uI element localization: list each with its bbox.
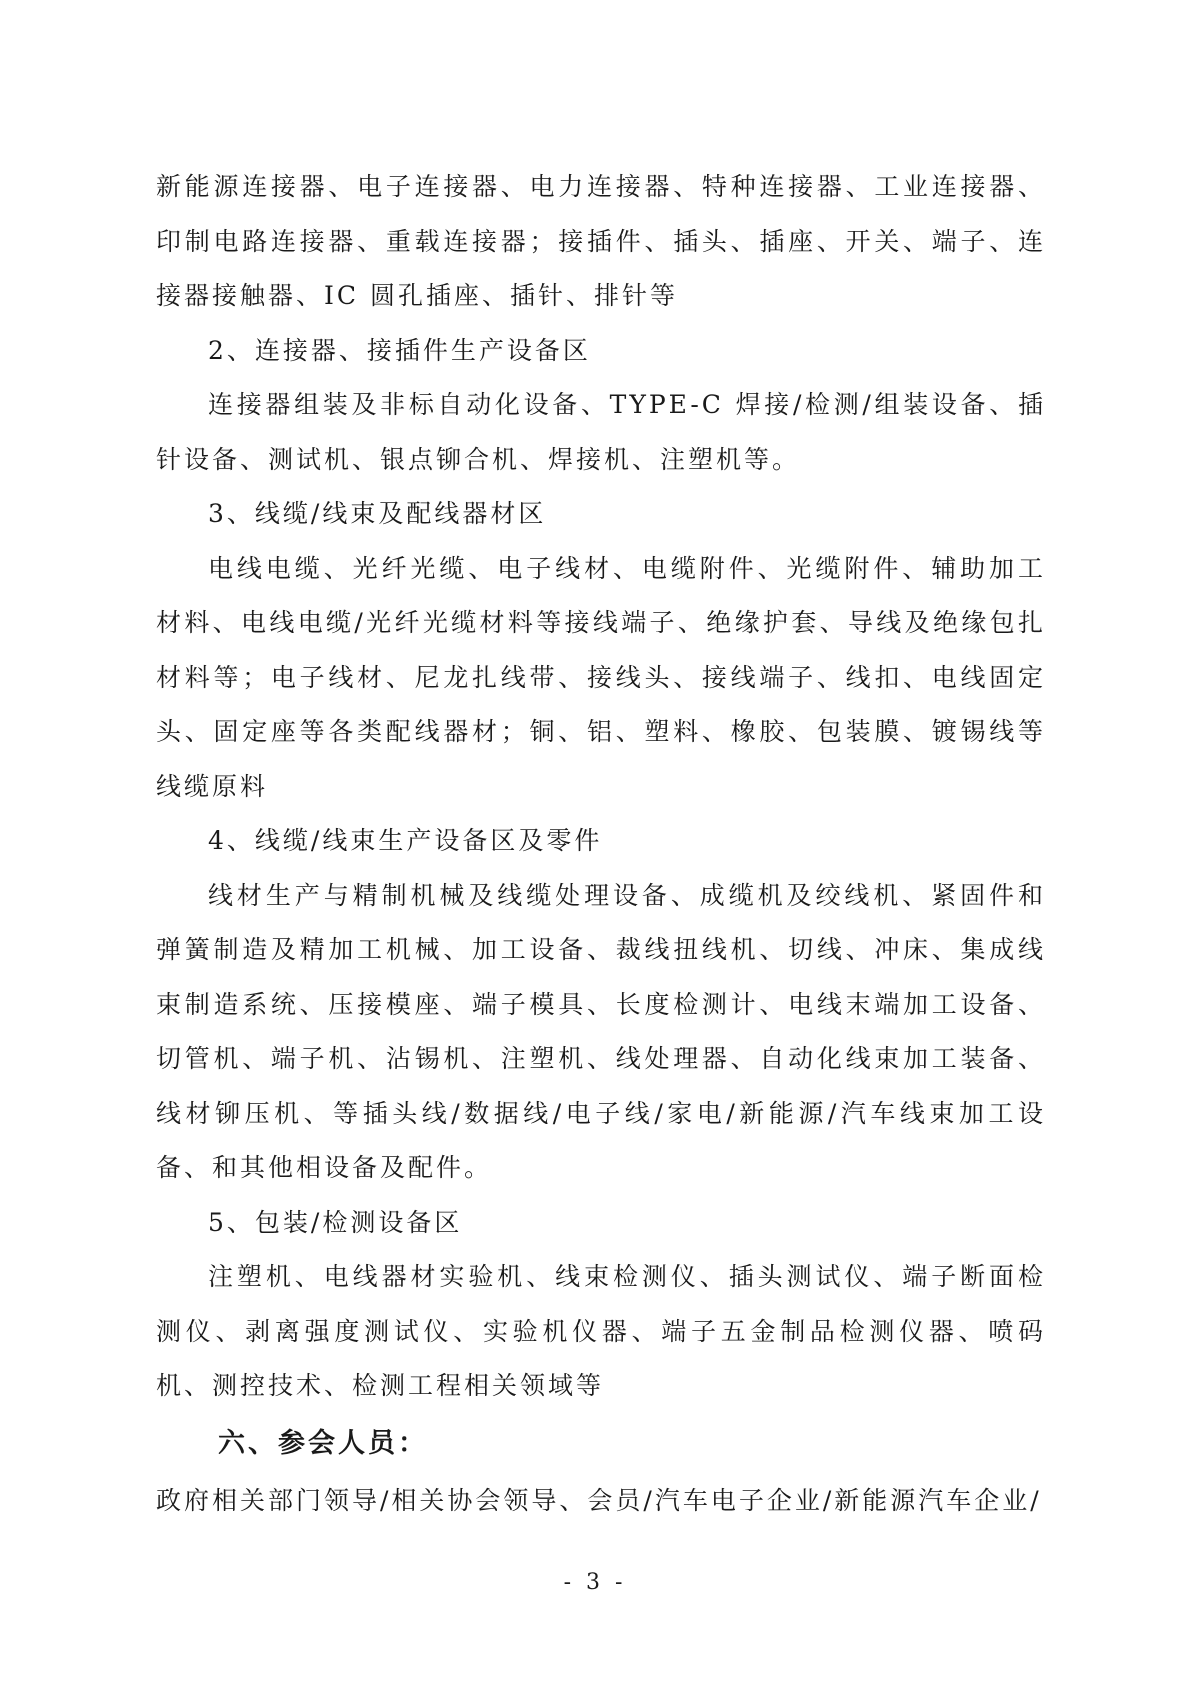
paragraph-cable-equipment: 线材生产与精制机械及线缆处理设备、成缆机及绞线机、紧固件和弹簧制造及精加工机械、加工设备、裁线扭线机、切线、冲床、集成线束制造系统、压接模座、端子模具、长度检测计、电线末端加工设备、切管机、端子机、沾锡机、注塑机、线处理器、自动化线束加工装备、线材铆压机、等插头线/数据线/电子线/家电/新能源/汽车线束加工设备、和其他相设备及配件。 [156, 880, 1046, 1182]
paragraph-cable-materials: 电线电缆、光纤光缆、电子线材、电缆附件、光缆附件、辅助加工材料、电线电缆/光纤光缆材料等接线端子、绝缘护套、导线及绝缘包扎材料等；电子线材、尼龙扎线带、接线头、接线端子、线扣、电线固定头、固定座等各类配线器材；铜、铝、塑料、橡胶、包装膜、镀锡线等线缆原料 [156, 553, 1046, 801]
heading-connector-equipment: 2、连接器、接插件生产设备区 [208, 335, 591, 365]
paragraph-attendees: 政府相关部门领导/相关协会领导、会员/汽车电子企业/新能源汽车企业/ [156, 1485, 1042, 1515]
heading-cable-equipment: 4、线缆/线束生产设备区及零件 [208, 826, 603, 855]
paragraph-packaging-testing: 注塑机、电线器材实验机、线束检测仪、插头测试仪、端子断面检测仪、剥离强度测试仪、实验机仪器、端子五金制品检测仪器、喷码机、测控技术、检测工程相关领域等 [156, 1262, 1046, 1400]
heading-packaging-testing: 5、包装/检测设备区 [208, 1207, 463, 1237]
section-title-attendees: 六、参会人员： [218, 1427, 428, 1459]
paragraph-connector-equipment: 连接器组装及非标自动化设备、TYPE-C 焊接/检测/组装设备、插针设备、测试机、银点铆合机、焊接机、注塑机等。 [156, 390, 1046, 474]
heading-cable-materials: 3、线缆/线束及配线器材区 [208, 499, 547, 528]
page-content [156, 160, 1046, 1528]
paragraph-connector-products: 新能源连接器、电子连接器、电力连接器、特种连接器、工业连接器、印制电路连接器、重载连接器；接插件、插头、插座、开关、端子、连接器接触器、IC 圆孔插座、插针、排针等 [156, 172, 1046, 310]
page-number: - 3 - [563, 1570, 627, 1595]
